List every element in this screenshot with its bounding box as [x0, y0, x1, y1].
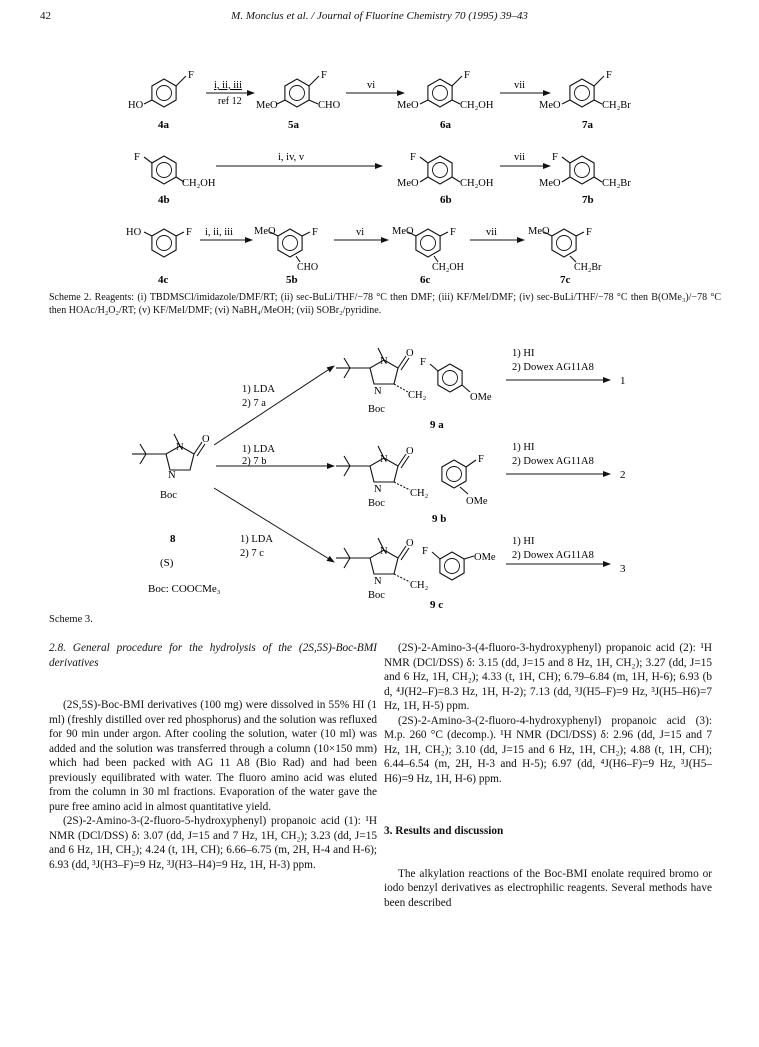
section-heading-3: 3. Results and discussion: [384, 825, 504, 837]
svg-text:(S): (S): [160, 557, 174, 569]
svg-text:F: F: [606, 70, 612, 81]
scheme2-caption: Scheme 2. Reagents: (i) TBDMSCl/imidazole/DMF/RT; (ii) sec-BuLi/THF/−78 °C then DMF; (iii) KF/MeI/DMF; (iv) sec-BuLi/THF/−78 °C then B(OMe₃)/−78 °C then HOAc/H₂O₂/RT; (v) KF/MeI/DMF; (vi) NaBH₄/MeOH; (vii) SOBr₂/pyridine.: [49, 292, 721, 316]
compound-label: 7a: [582, 119, 593, 131]
svg-text:O: O: [202, 434, 210, 445]
svg-text:N: N: [374, 576, 382, 587]
scheme2-row3: [126, 226, 602, 286]
svg-text:1) LDA: 1) LDA: [242, 384, 275, 395]
svg-text:2) Dowex AG11A8: 2) Dowex AG11A8: [512, 362, 594, 373]
svg-text:1) LDA: 1) LDA: [242, 444, 275, 455]
svg-text:Boc: Boc: [368, 590, 385, 601]
svg-text:2) Dowex AG11A8: 2) Dowex AG11A8: [512, 550, 594, 561]
svg-text:O: O: [406, 538, 414, 549]
svg-text:N: N: [374, 386, 382, 397]
compound-label: 5a: [288, 119, 299, 131]
svg-text:N: N: [374, 484, 382, 495]
svg-text:i, ii, iii: i, ii, iii: [205, 227, 234, 238]
svg-text:F: F: [450, 227, 456, 238]
svg-text:N: N: [380, 356, 388, 367]
svg-text:F: F: [321, 70, 327, 81]
svg-text:O: O: [406, 446, 414, 457]
svg-text:O: O: [406, 348, 414, 359]
svg-text:Boc: Boc: [368, 404, 385, 415]
svg-text:CH₂Br: CH₂Br: [574, 262, 602, 273]
scheme2-row1: [128, 70, 631, 131]
compound-label: 6a: [440, 119, 451, 131]
compound-label: 6c: [420, 274, 431, 286]
svg-text:CH₂: CH₂: [410, 580, 429, 591]
svg-text:N: N: [176, 442, 184, 453]
svg-text:vii: vii: [486, 227, 498, 238]
compound-label: 8: [170, 533, 176, 545]
svg-text:2) 7 a: 2) 7 a: [242, 398, 266, 409]
compound-label: 7c: [560, 274, 571, 286]
svg-text:F: F: [464, 70, 470, 81]
paragraph: (2S,5S)-Boc-BMI derivatives (100 mg) were dissolved in 55% HI (1 ml) (freshly distilled over red phosphorus) and the solution was refluxed for 90 min under argon. After cooling the solution, water (10 ml) was added and the solution was transferred through a column (10×150 mm) which had been packed with AG 11 A8 (Bio Rad) and had been previously equilibrated with water. The fluoro amino acid was eluted from the column in 30 ml fractions. Evaporation of the water gave the pure free amino acid in almost quantitative yield.: [49, 699, 377, 813]
compound-label: 9 b: [432, 513, 447, 525]
scheme3: [132, 348, 626, 611]
svg-text:CH₂Br: CH₂Br: [602, 178, 631, 189]
boc-definition: Boc: COOCMe₃: [148, 583, 221, 595]
svg-text:HO: HO: [126, 227, 142, 238]
compound-label: 4c: [158, 274, 169, 286]
compound-label: 7b: [582, 194, 594, 206]
compound-label: 4a: [158, 119, 169, 131]
svg-text:OMe: OMe: [470, 392, 492, 403]
compound-label: 4b: [158, 194, 170, 206]
final-product-label: 2: [620, 469, 626, 481]
svg-text:MeO: MeO: [397, 178, 419, 189]
final-product-label: 3: [620, 563, 626, 575]
svg-text:F: F: [586, 227, 592, 238]
svg-text:F: F: [410, 152, 416, 163]
compound-label: 5b: [286, 274, 298, 286]
svg-text:vii: vii: [514, 152, 526, 163]
right-column: [384, 641, 712, 910]
svg-text:MeO: MeO: [539, 178, 561, 189]
substituent-label: F: [188, 70, 194, 81]
svg-text:1) HI: 1) HI: [512, 348, 535, 359]
arrow-reference: ref 12: [218, 96, 242, 107]
page-number: 42: [40, 10, 51, 22]
svg-text:i, iv, v: i, iv, v: [278, 152, 305, 163]
svg-text:CHO: CHO: [318, 100, 341, 111]
svg-text:MeO: MeO: [397, 100, 419, 111]
svg-text:vi: vi: [356, 227, 365, 238]
svg-text:N: N: [380, 454, 388, 465]
svg-text:1) HI: 1) HI: [512, 442, 535, 453]
substituent-label: HO: [128, 100, 144, 111]
svg-text:2) 7 b: 2) 7 b: [242, 456, 267, 467]
compound-label: 9 c: [430, 599, 444, 611]
svg-text:CH₂: CH₂: [408, 390, 427, 401]
svg-text:OMe: OMe: [474, 552, 496, 563]
svg-text:MeO: MeO: [256, 100, 278, 111]
svg-text:F: F: [134, 152, 140, 163]
svg-text:CH₂Br: CH₂Br: [602, 100, 631, 111]
paragraph: (2S)-2-Amino-3-(2-fluoro-4-hydroxyphenyl) propanoic acid (3): M.p. 260 °C (decomp.). ¹H NMR (DCl/DSS) δ: 2.96 (dd, J=15 and 7 Hz, 1H, CH₂); 3.10 (dd, J=15 and 6 Hz, 1H, CH₂); 4.88 (t, 1H, CH); 6.44–6.54 (m, 2H, H-3 and H-5); 6.97 (dd, ⁴J(H6–F)=9 Hz, ³J(H5–H6)=9 Hz, 1H, H-6) ppm.: [384, 714, 712, 785]
svg-text:F: F: [422, 546, 428, 557]
svg-text:N: N: [168, 470, 176, 481]
arrow-reagents: i, ii, iii: [214, 80, 243, 91]
svg-text:N: N: [380, 546, 388, 557]
svg-text:CH₂: CH₂: [410, 488, 429, 499]
svg-text:F: F: [312, 227, 318, 238]
journal-citation: M. Monclus et al. / Journal of Fluorine Chemistry 70 (1995) 39–43: [231, 10, 528, 22]
svg-text:F: F: [186, 227, 192, 238]
svg-text:MeO: MeO: [528, 226, 550, 237]
svg-text:F: F: [478, 454, 484, 465]
svg-text:MeO: MeO: [539, 100, 561, 111]
svg-text:CH₂OH: CH₂OH: [182, 178, 216, 189]
svg-text:CH₂OH: CH₂OH: [460, 100, 494, 111]
left-column: [49, 641, 377, 872]
svg-text:OMe: OMe: [466, 496, 488, 507]
svg-text:vii: vii: [514, 80, 526, 91]
svg-text:F: F: [552, 152, 558, 163]
svg-text:CH₂OH: CH₂OH: [460, 178, 494, 189]
scheme3-caption: Scheme 3.: [49, 614, 93, 625]
svg-text:2) 7 c: 2) 7 c: [240, 548, 264, 559]
svg-text:MeO: MeO: [392, 226, 414, 237]
svg-text:CH₂OH: CH₂OH: [432, 262, 464, 273]
svg-text:CHO: CHO: [297, 262, 319, 273]
compound-label: 6b: [440, 194, 452, 206]
compound-label: 9 a: [430, 419, 444, 431]
svg-text:vi: vi: [367, 80, 376, 91]
paragraph: (2S)-2-Amino-3-(4-fluoro-3-hydroxyphenyl) propanoic acid (2): ¹H NMR (DCl/DSS) δ: 3.15 (dd, J=15 and 8 Hz, 1H, CH₂); 3.27 (dd, J=15 and 6 Hz, 1H, CH₂); 4.33 (t, 1H, CH); 6.79–6.84 (m, 1H, H-6); 6.93 (b d, ⁴J(H2–F)=8.3 Hz, 1H, H-2); 7.13 (dd, ³J(H5–F)=9 Hz, ³J(H5–H6)=7 Hz, 1H, H-5) ppm.: [384, 642, 712, 712]
scheme2-row2: [134, 152, 631, 206]
svg-text:1) LDA: 1) LDA: [240, 534, 273, 545]
svg-text:2) Dowex AG11A8: 2) Dowex AG11A8: [512, 456, 594, 467]
svg-text:1) HI: 1) HI: [512, 536, 535, 547]
final-product-label: 1: [620, 375, 626, 387]
paragraph: The alkylation reactions of the Boc-BMI enolate required bromo or iodo benzyl derivatives as electrophilic reagents. Several methods have been described: [384, 867, 712, 909]
svg-text:Boc: Boc: [368, 498, 385, 509]
section-heading-2-8: 2.8. General procedure for the hydrolysis of the (2S,5S)-Boc-BMI derivatives: [49, 642, 377, 669]
svg-text:MeO: MeO: [254, 226, 276, 237]
svg-text:F: F: [420, 357, 426, 368]
svg-text:Boc: Boc: [160, 490, 177, 501]
paragraph: (2S)-2-Amino-3-(2-fluoro-5-hydroxyphenyl) propanoic acid (1): ¹H NMR (DCl/DSS) δ: 3.07 (dd, J=15 and 7 Hz, 1H, CH₂); 3.23 (dd, J=15 and 6 Hz, 1H, CH₂); 4.24 (t, 1H, CH); 6.66–6.75 (m, 2H, H-4 and H-6); 6.93 (dd, ³J(H3–F)=9 Hz, ³J(H3–H4)=9 Hz, 1H, H-3) ppm.: [49, 815, 377, 871]
